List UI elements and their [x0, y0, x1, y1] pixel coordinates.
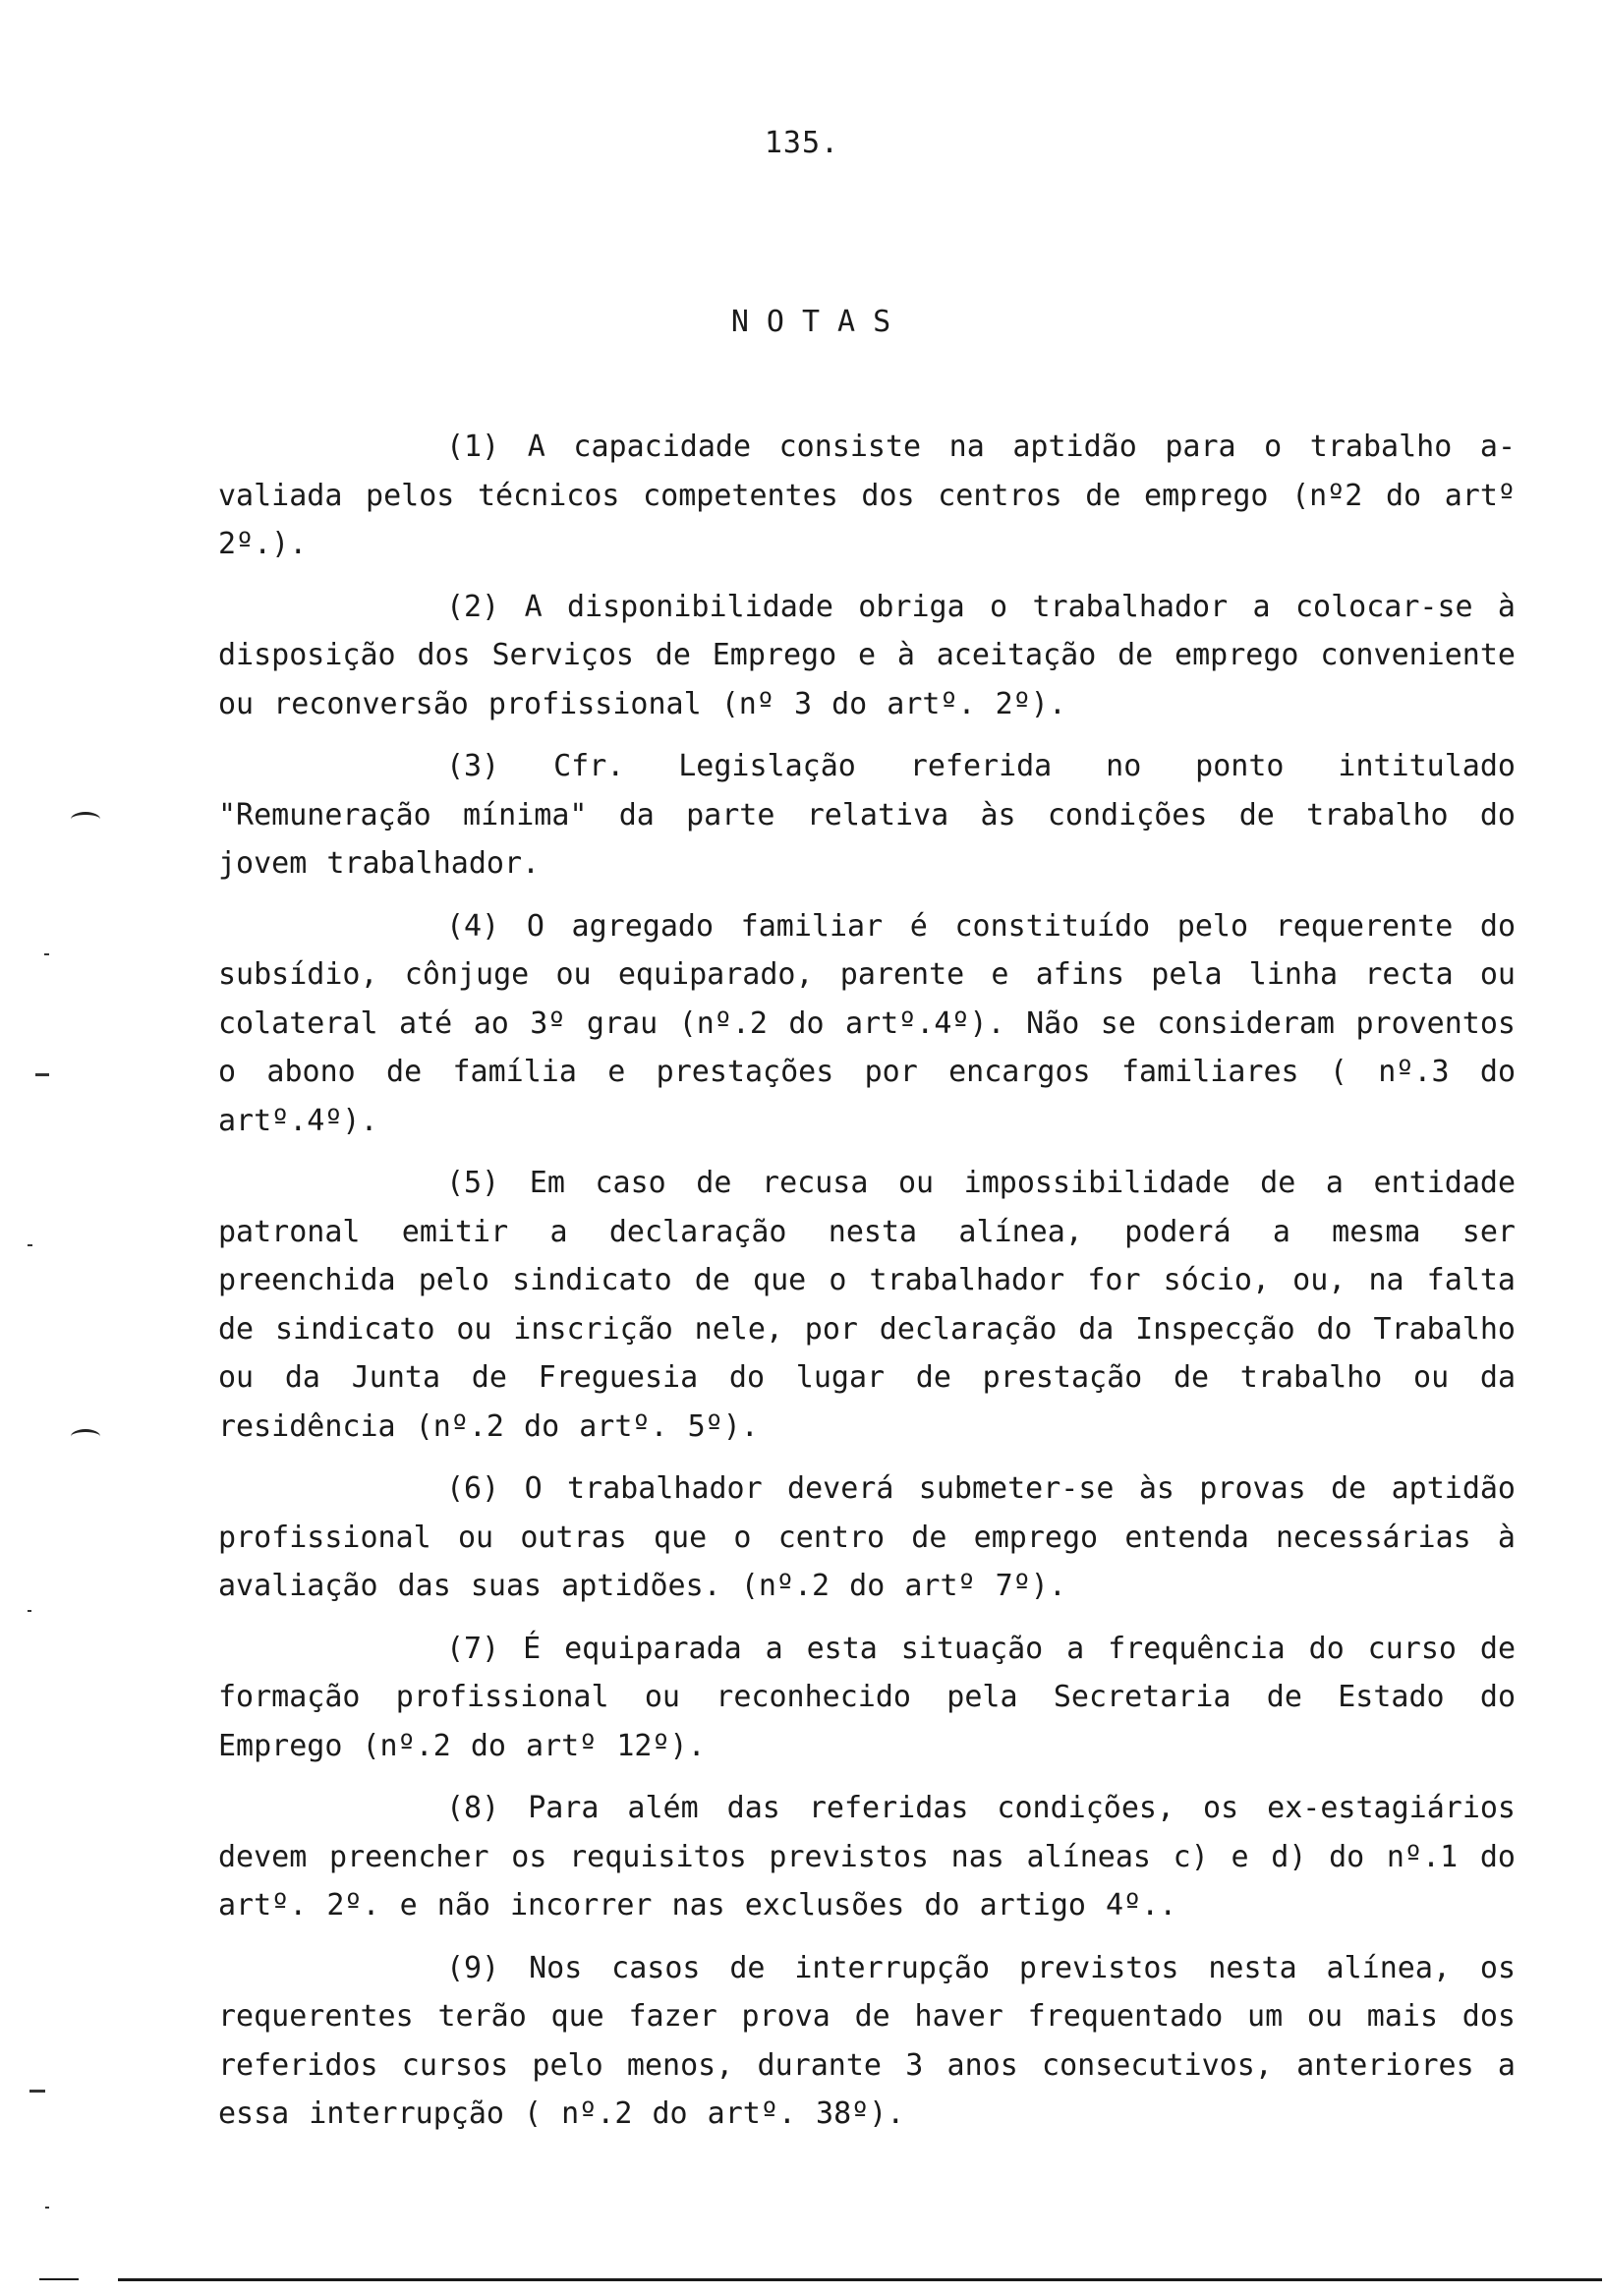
note-item [218, 1625, 1516, 1771]
scan-mark [28, 1610, 31, 1612]
scan-mark [71, 812, 100, 827]
note-label: (2) [446, 589, 500, 624]
scan-mark [44, 953, 49, 955]
note-item [218, 583, 1516, 729]
note-text: A disponibilidade obriga o trabalhador a colocar-se à disposição dos Serviços de Emprego e à aceitação de emprego conveniente ou reconversão profissional (nº 3 do artº. 2º). [218, 589, 1516, 721]
note-item [218, 1159, 1516, 1451]
note-text: O trabalhador deverá submeter-se às provas de aptidão profissional ou outras que o centro de emprego entenda necessárias à avaliação das suas aptidões. (nº.2 do artº 7º). [218, 1471, 1516, 1603]
note-item [218, 1784, 1516, 1930]
page-heading: NOTAS [730, 305, 909, 339]
scan-mark [29, 2090, 45, 2093]
note-label: (1) [446, 430, 500, 464]
note-item [218, 1944, 1516, 2139]
note-text: Em caso de recusa ou impossibilidade de a entidade patronal emitir a declaração nesta alínea, poderá a mesma ser preenchida pelo sindicato de que o trabalhador for sócio, ou, na falta de sindicato ou inscrição nele, por declaração da Inspecção do Trabalho ou da Junta de Freguesia do lugar de prestação de trabalho ou da residência (nº.2 do artº. 5º). [218, 1166, 1517, 1444]
note-text: É equiparada a esta situação a frequência do curso de formação profissional ou reconhecido pela Secretaria de Estado do Emprego (nº.2 do artº 12º). [218, 1631, 1517, 1763]
note-item [218, 902, 1516, 1146]
note-label: (8) [446, 1791, 500, 1825]
note-label: (9) [446, 1950, 500, 1985]
note-label: (5) [446, 1166, 500, 1200]
note-item [218, 742, 1516, 889]
note-item [218, 1464, 1516, 1611]
notes-list [218, 423, 1516, 2139]
note-label: (4) [446, 908, 500, 944]
scan-mark [35, 1073, 49, 1076]
scan-mark [71, 1429, 100, 1444]
note-text: O agregado familiar é constituído pelo requerente do subsídio, cônjuge ou equiparado, parente e afins pela linha recta ou colateral até ao 3º grau (nº.2 do artº.4º). Não se consideram proventos o abono de família e prestações por encargos familiares ( nº.3 do artº.4º). [218, 908, 1517, 1138]
scan-mark [28, 1244, 32, 1246]
note-label: (7) [446, 1631, 500, 1666]
note-item [218, 423, 1516, 569]
page-number: 135. [764, 126, 840, 160]
scan-mark [45, 2207, 49, 2209]
page-bottom-rule [118, 2278, 1602, 2281]
note-label: (6) [446, 1471, 500, 1506]
note-text: Nos casos de interrupção previstos nesta alínea, os requerentes terão que fazer prova de haver frequentado um ou mais dos referidos cursos pelo menos, durante 3 anos consecutivos, anteriores a essa interrupção ( nº.2 do artº. 38º). [218, 1950, 1516, 2131]
page-bottom-rule-left [39, 2278, 79, 2280]
note-text: Para além das referidas condições, os ex-estagiários devem preencher os requisitos previstos nas alíneas c) e d) do nº.1 do artº. 2º. e não incorrer nas exclusões do artigo 4º.. [218, 1791, 1516, 1923]
note-text: Cfr. Legislação referida no ponto intitulado "Remuneração mínima" da parte relativa às condições de trabalho do jovem trabalhador. [218, 749, 1516, 881]
note-label: (3) [446, 749, 500, 783]
note-text: A capacidade consiste na aptidão para o trabalho a-valiada pelos técnicos competentes dos centros de emprego (nº2 do artº 2º.). [218, 430, 1517, 561]
